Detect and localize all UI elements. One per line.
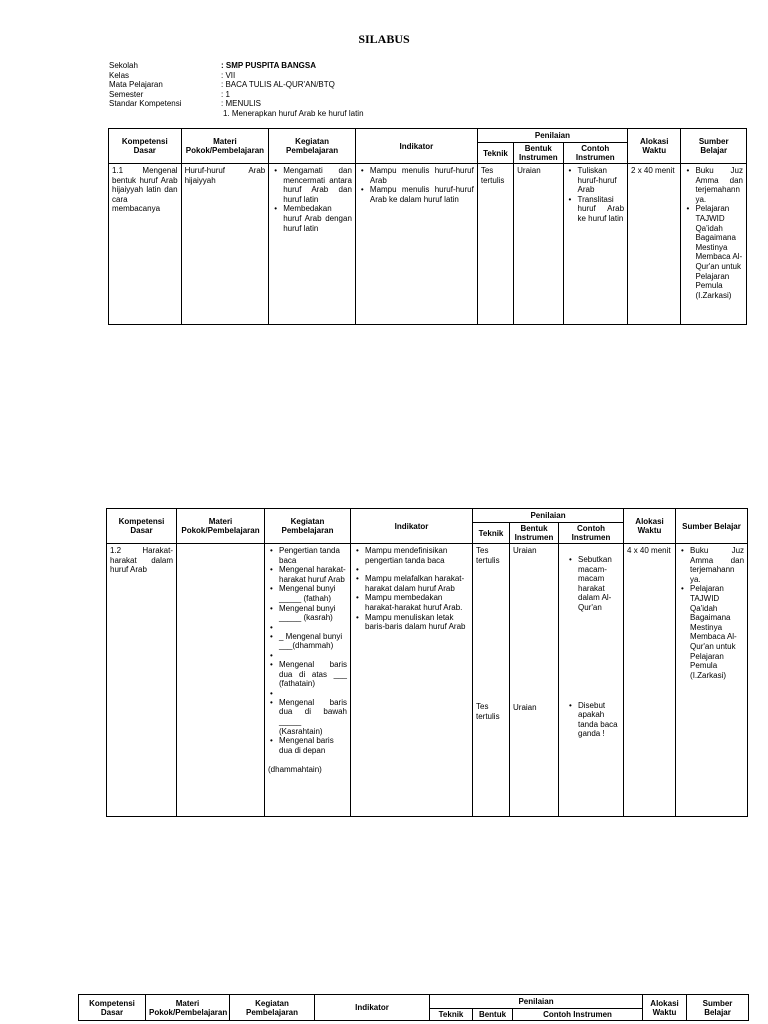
header-alokasi: Alokasi Waktu (628, 129, 681, 164)
header-contoh: Contoh Instrumen (559, 523, 624, 544)
meta-label: Sekolah (109, 61, 138, 70)
list-item: • Mampu menulis huruf-huruf Arab (370, 166, 474, 185)
list-item: • Mengenal baris dua di bawah _____ (Kasrahtain) (279, 698, 347, 736)
header-kd: Kompetensi Dasar (79, 995, 146, 1021)
list-item: • Pelajaran TAJWID Qa'idah Bagaimana Mestinya Membaca Al-Qur'an untuk Pelajaran Pemula (I.Zarkasi) (695, 204, 743, 300)
list-item: • Mampu menulis huruf-huruf Arab ke dalam huruf latin (370, 185, 474, 204)
cell-materi (177, 544, 265, 817)
meta-row-school (109, 61, 364, 71)
teknik-2: Tes tertulis (476, 702, 500, 721)
cell-indikator (351, 544, 473, 817)
list-item: • Membedakan huruf Arab dengan huruf latin (283, 204, 352, 233)
header-sumber: Sumber Belajar (676, 509, 748, 544)
cell-contoh (559, 544, 624, 817)
cell-teknik: Tes tertulis (477, 164, 513, 325)
header-alokasi: Alokasi Waktu (624, 509, 676, 544)
meta-value: : SMP PUSPITA BANGSA (221, 61, 316, 70)
meta-row-subject (109, 80, 364, 90)
list-item: • Mampu melafalkan harakat-harakat dalam huruf Arab (365, 574, 469, 593)
meta-label: Kelas (109, 70, 130, 80)
table-row (107, 544, 748, 817)
header-contoh: Contoh Instrumen (563, 143, 628, 164)
cell-alokasi: 4 x 40 menit (624, 544, 676, 817)
list-item: • Mengenal baris dua di depan (279, 736, 347, 755)
meta-value: : BACA TULIS AL-QUR'AN/BTQ (221, 80, 335, 90)
cell-kegiatan (265, 544, 351, 817)
header-kegiatan: Kegiatan Pembelajaran (265, 509, 351, 544)
cell-bentuk: Uraian (514, 164, 563, 325)
header-penilaian: Penilaian (430, 995, 643, 1009)
syllabus-table-2 (106, 508, 748, 817)
list-item: • Pelajaran TAJWID Qa'idah Bagaimana Mestinya Membaca Al-Qur'an untuk Pelajaran Pemula (I.Zarkasi) (690, 584, 744, 680)
meta-value: : VII (221, 70, 236, 80)
list-item: • Disebut apakah tanda baca ganda ! (578, 701, 620, 739)
meta-row-class (109, 71, 364, 81)
header-kegiatan: Kegiatan Pembelajaran (269, 129, 356, 164)
list-spacer (279, 651, 347, 660)
cell-contoh (563, 164, 628, 325)
header-kd: Kompetensi Dasar (107, 509, 177, 544)
header-sumber: Sumber Belajar (687, 995, 749, 1021)
header-teknik: Teknik (473, 523, 510, 544)
list-item: • Buku Juz Amma dan terjemahann ya. (690, 546, 744, 584)
kegiatan-tail: (dhammahtain) (268, 765, 322, 775)
header-contoh: Contoh Instrumen (513, 1009, 643, 1021)
cell-teknik (473, 544, 510, 817)
header-kegiatan: Kegiatan Pembelajaran (230, 995, 315, 1021)
meta-row-semester (109, 90, 364, 100)
cell-sumber (676, 544, 748, 817)
list-item: • Mengenal bunyi _____ (fathah) (279, 584, 347, 603)
list-spacer (279, 623, 347, 632)
list-item: • Sebutkan macam-macam harakat dalam Al-Qur'an (578, 555, 620, 613)
competency-item: 1. Menerapkan huruf Arab ke huruf latin (223, 108, 364, 118)
table-row (109, 164, 747, 325)
header-penilaian: Penilaian (473, 509, 624, 523)
cell-alokasi: 2 x 40 menit (628, 164, 681, 325)
cell-sumber (681, 164, 747, 325)
meta-row-competency (109, 99, 364, 109)
bentuk-1: Uraian (513, 546, 537, 555)
meta-label: Mata Pelajaran (109, 80, 163, 90)
header-kd: Kompetensi Dasar (109, 129, 182, 164)
meta-value: : 1 (221, 89, 230, 99)
list-spacer (279, 689, 347, 698)
syllabus-table-1 (108, 128, 747, 325)
list-item: • Mengenal harakat-harakat huruf Arab (279, 565, 347, 584)
list-item: • Translitasi huruf Arab ke huruf latin (578, 195, 625, 224)
list-item: • Mampu membedakan harakat-harakat huruf Arab. (365, 593, 469, 612)
bentuk-2: Uraian (513, 702, 537, 712)
page-title: SILABUS (358, 32, 410, 46)
header-bentuk: Bentuk (473, 1009, 513, 1021)
meta-label: Semester (109, 89, 144, 99)
header-materi: Materi Pokok/Pembelajaran (146, 995, 230, 1021)
header-materi: Materi Pokok/Pembelajaran (177, 509, 265, 544)
list-spacer (365, 565, 469, 574)
list-item: • Pengertian tanda baca (279, 546, 347, 565)
list-item: • _ Mengenal bunyi ___(dhammah) (279, 632, 347, 651)
header-indikator: Indikator (355, 129, 477, 164)
list-item: • Mampu mendefinisikan pengertian tanda baca (365, 546, 469, 565)
list-item: • Mengenal baris dua di atas ___ (fathatain) (279, 660, 347, 689)
header-penilaian: Penilaian (477, 129, 627, 143)
cell-bentuk (510, 544, 559, 817)
list-item: • Mengamati dan mencermati antara huruf Arab dan huruf latin (283, 166, 352, 204)
list-item: • Mengenal bunyi _____ (kasrah) (279, 604, 347, 623)
cell-kd: 1.2 Harakat-harakat dalam huruf Arab (107, 544, 177, 817)
cell-materi: Huruf-huruf Arab hijaiyyah (181, 164, 269, 325)
header-bentuk: Bentuk Instrumen (510, 523, 559, 544)
header-teknik: Teknik (477, 143, 513, 164)
teknik-1: Tes tertulis (476, 546, 500, 565)
syllabus-table-3 (78, 994, 749, 1021)
cell-kd: 1.1 Mengenal bentuk huruf Arab hijaiyyah latin dan cara membacanya (109, 164, 182, 325)
header-indikator: Indikator (315, 995, 430, 1021)
meta-label: Standar Kompetensi (109, 99, 182, 109)
header-bentuk: Bentuk Instrumen (514, 143, 563, 164)
header-alokasi: Alokasi Waktu (643, 995, 687, 1021)
meta-value: : MENULIS (221, 99, 262, 109)
cell-kegiatan (269, 164, 356, 325)
list-item: • Tuliskan huruf-huruf Arab (578, 166, 625, 195)
header-teknik: Teknik (430, 1009, 473, 1021)
list-item: • Buku Juz Amma dan terjemahann ya. (695, 166, 743, 204)
cell-indikator (355, 164, 477, 325)
header-sumber: Sumber Belajar (681, 129, 747, 164)
header-indikator: Indikator (351, 509, 473, 544)
header-materi: Materi Pokok/Pembelajaran (181, 129, 269, 164)
syllabus-meta (109, 61, 364, 119)
list-item: • Mampu menuliskan letak baris-baris dalam huruf Arab (365, 613, 469, 632)
